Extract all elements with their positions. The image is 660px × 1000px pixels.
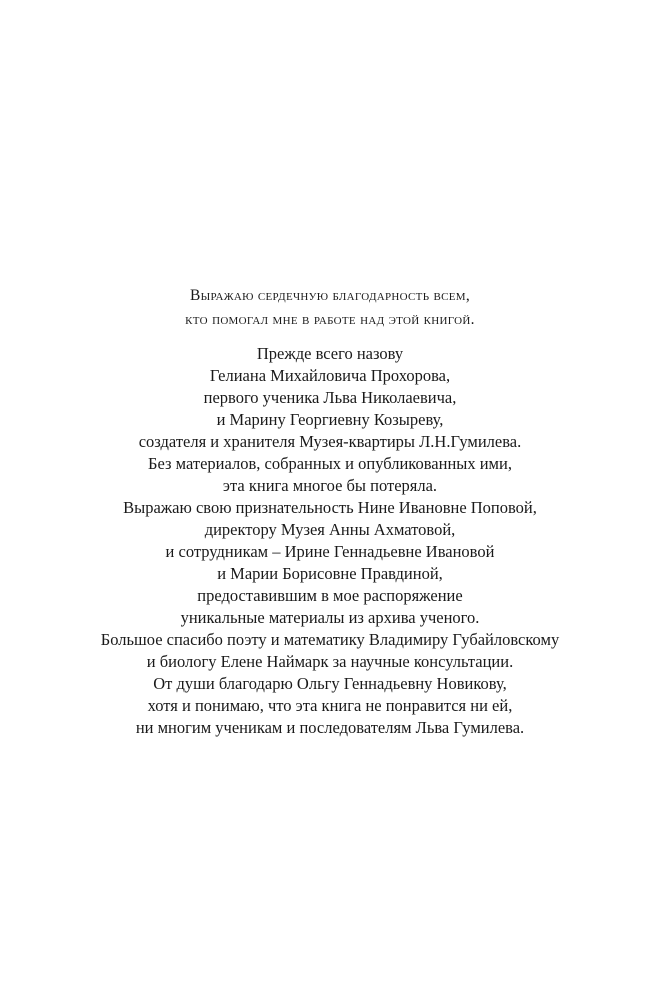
body-line: уникальные материалы из архива ученого. <box>180 608 480 627</box>
body-line: От души благодарю Ольгу Геннадьевну Новикову, <box>153 674 507 693</box>
body-line: Большое спасибо поэту и математику Владимиру Губайловскому <box>100 630 560 649</box>
body-line: первого ученика Льва Николаевича, <box>203 388 457 407</box>
heading-line: Выражаю сердечную благодарность всем, <box>189 287 471 304</box>
body-line: директору Музея Анны Ахматовой, <box>204 520 456 539</box>
body-line: Без материалов, собранных и опубликованных ими, <box>148 454 512 473</box>
body-line: создателя и хранителя Музея-квартиры Л.Н.Гумилева. <box>138 432 522 451</box>
acknowledgements-body <box>0 343 660 739</box>
body-line: предоставившим в мое распоряжение <box>197 586 463 605</box>
body-line: Гелиана Михайловича Прохорова, <box>209 366 451 385</box>
body-line: эта книга многое бы потеряла. <box>222 476 438 495</box>
body-line: и сотрудникам – Ирине Геннадьевне Ивановой <box>165 542 495 561</box>
acknowledgements-heading <box>0 284 660 332</box>
body-line: и Марину Георгиевну Козыреву, <box>216 410 444 429</box>
body-line: ни многим ученикам и последователям Льва Гумилева. <box>135 718 525 737</box>
body-line: и Марии Борисовне Правдиной, <box>217 564 443 583</box>
heading-line: кто помогал мне в работе над этой книгой. <box>185 311 475 328</box>
body-line: Прежде всего назову <box>256 344 404 363</box>
body-line: Выражаю свою признательность Нине Ивановне Поповой, <box>123 498 537 517</box>
body-line: хотя и понимаю, что эта книга не понравится ни ей, <box>147 696 513 715</box>
body-line: и биологу Елене Наймарк за научные консультации. <box>146 652 514 671</box>
